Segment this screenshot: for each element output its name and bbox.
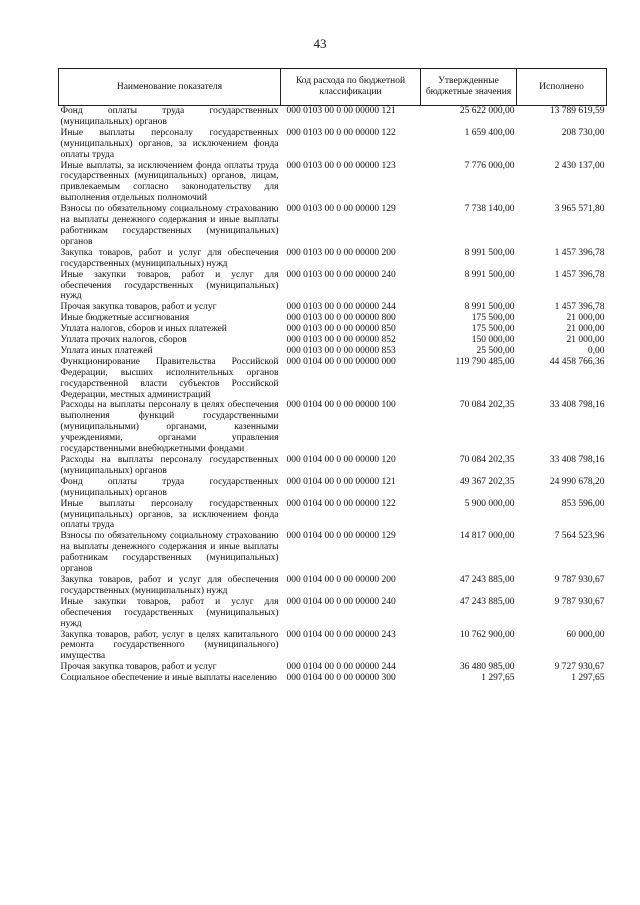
row-expense-code: 000 0103 00 0 00 00000 240 [286,269,396,280]
row-executed-value: 21 000,00 [566,313,605,324]
table-row [59,662,607,673]
row-expense-code: 000 0104 00 0 00 00000 240 [286,596,396,607]
row-name: Закупка товаров, работ и услуг для обеспечения государственных (муниципальных) нужд [60,574,279,596]
row-approved-value: 119 790 485,00 [455,356,515,367]
table-row [59,346,607,357]
row-name: Расходы на выплаты персоналу в целях обеспечения выполнения функций государственными (муниципальными) органами, казенными учреждениями, органами управления государственными внебюджетными фондами [60,400,279,455]
row-name: Закупка товаров, работ, услуг в целях капитального ремонта государственного (муниципального) имущества [60,629,279,662]
row-name: Взносы по обязательному социальному страхованию на выплаты денежного содержания и иные выплаты работникам государственных (муниципальных) органов [60,204,279,247]
row-name: Уплата прочих налогов, сборов [60,335,187,346]
row-name: Уплата иных платежей [60,345,153,356]
table-row [59,128,607,161]
header-approved-values: Утвержденные бюджетные значения [421,69,517,106]
row-expense-code: 000 0104 00 0 00 00000 300 [286,673,396,684]
row-expense-code: 000 0103 00 0 00 00000 850 [286,324,396,335]
row-executed-value: 1 457 396,78 [554,269,605,280]
table-row [59,455,607,477]
table-row [59,575,607,597]
row-executed-value: 2 430 137,00 [554,160,605,171]
row-approved-value: 175 500,00 [471,313,515,324]
row-executed-value: 33 408 798,16 [549,455,605,465]
row-expense-code: 000 0103 00 0 00 00000 200 [286,247,396,258]
row-name: Расходы на выплаты персоналу государственных (муниципальных) органов [60,455,279,476]
row-expense-code: 000 0104 00 0 00 00000 121 [286,476,396,487]
row-expense-code: 000 0103 00 0 00 00000 121 [286,106,396,116]
row-executed-value: 0,00 [587,345,605,356]
row-approved-value: 7 738 140,00 [464,204,515,215]
row-expense-code: 000 0103 00 0 00 00000 129 [286,204,396,215]
row-executed-value: 1 297,65 [571,673,605,684]
row-approved-value: 47 243 885,00 [459,596,515,607]
row-approved-value: 8 991 500,00 [464,269,515,280]
row-executed-value: 24 990 678,20 [549,476,605,487]
row-approved-value: 14 817 000,00 [459,531,515,542]
row-executed-value: 1 457 396,78 [554,302,605,313]
row-expense-code: 000 0103 00 0 00 00000 122 [286,127,396,138]
table-row [59,106,607,128]
header-indicator-name: Наименование показателя [59,69,281,106]
table-row [59,204,607,248]
table-row [59,531,607,575]
row-name: Фонд оплаты труда государственных (муниципальных) органов [60,106,279,127]
row-name: Иные выплаты, за исключением фонда оплаты труда государственных (муниципальных) органов, лицам, привлекаемым согласно законодательству для выполнения отдельных полномочий [60,160,279,204]
table-row [59,270,607,303]
row-executed-value: 1 457 396,78 [554,247,605,258]
row-name: Иные закупки товаров, работ и услуг для обеспечения государственных (муниципальных) нужд [60,596,279,629]
row-expense-code: 000 0103 00 0 00 00000 853 [286,345,396,356]
table-row [59,499,607,532]
row-name: Иные выплаты персоналу государственных (муниципальных) органов, за исключением фонда оплаты труда [60,127,279,160]
header-expense-code: Код расхода по бюджетной классификации [281,69,421,106]
table-row [59,477,607,499]
row-approved-value: 8 991 500,00 [464,247,515,258]
row-approved-value: 25 622 000,00 [459,106,515,116]
table-row [59,400,607,455]
row-name: Уплата налогов, сборов и иных платежей [60,324,227,335]
row-name: Иные закупки товаров, работ и услуг для обеспечения государственных (муниципальных) нужд [60,269,279,302]
row-approved-value: 36 480 985,00 [459,662,515,673]
row-approved-value: 49 367 202,35 [459,476,515,487]
row-approved-value: 25 500,00 [476,345,515,356]
table-row [59,335,607,346]
page-number: 43 [313,36,327,51]
row-expense-code: 000 0104 00 0 00 00000 120 [286,455,396,465]
table-header [59,69,607,106]
row-executed-value: 7 564 523,96 [554,531,605,542]
row-expense-code: 000 0103 00 0 00 00000 852 [286,335,396,346]
row-expense-code: 000 0104 00 0 00 00000 122 [286,498,396,509]
header-executed: Исполнено [517,69,607,106]
table-row [59,248,607,270]
table-row [59,302,607,313]
row-name: Иные бюджетные ассигнования [60,313,190,324]
row-executed-value: 21 000,00 [566,335,605,346]
row-approved-value: 5 900 000,00 [464,498,515,509]
row-approved-value: 7 776 000,00 [464,160,515,171]
table-row [59,630,607,663]
row-approved-value: 150 000,00 [471,335,515,346]
row-expense-code: 000 0103 00 0 00 00000 123 [286,160,396,171]
row-expense-code: 000 0104 00 0 00 00000 100 [286,400,396,411]
row-approved-value: 8 991 500,00 [464,302,515,313]
row-expense-code: 000 0104 00 0 00 00000 243 [286,629,396,640]
row-approved-value: 70 084 202,35 [459,400,515,411]
row-expense-code: 000 0104 00 0 00 00000 129 [286,531,396,542]
row-executed-value: 13 789 619,59 [549,106,605,116]
row-name: Прочая закупка товаров, работ и услуг [60,662,217,673]
row-approved-value: 1 297,65 [481,673,515,684]
row-executed-value: 33 408 798,16 [549,400,605,411]
row-name: Закупка товаров, работ и услуг для обеспечения государственных (муниципальных) нужд [60,247,279,269]
row-executed-value: 60 000,00 [566,629,605,640]
row-executed-value: 3 965 571,80 [554,204,605,215]
row-expense-code: 000 0103 00 0 00 00000 800 [286,313,396,324]
row-executed-value: 9 727 930,67 [554,662,605,673]
row-expense-code: 000 0104 00 0 00 00000 244 [286,662,396,673]
row-executed-value: 9 787 930,67 [554,574,605,585]
row-approved-value: 47 243 885,00 [459,574,515,585]
row-executed-value: 44 458 766,36 [549,356,605,367]
row-executed-value: 853 596,00 [561,498,605,509]
table-row [59,324,607,335]
row-executed-value: 9 787 930,67 [554,596,605,607]
row-expense-code: 000 0104 00 0 00 00000 000 [286,356,396,367]
table-row [59,313,607,324]
row-expense-code: 000 0104 00 0 00 00000 200 [286,574,396,585]
row-name: Функционирование Правительства Российской Федерации, высших исполнительных органов государственной власти субъектов Российской Федерации, местных администраций [60,356,279,400]
row-name: Прочая закупка товаров, работ и услуг [60,302,217,313]
row-executed-value: 208 730,00 [561,127,605,138]
row-name: Социальное обеспечение и иные выплаты населению [60,673,277,684]
table-row [59,357,607,401]
row-approved-value: 175 500,00 [471,324,515,335]
table-row [59,161,607,205]
row-approved-value: 1 659 400,00 [464,127,515,138]
table-row [59,673,607,684]
row-name: Взносы по обязательному социальному страхованию на выплаты денежного содержания и иные выплаты работникам государственных (муниципальных) органов [60,531,279,575]
table-row [59,597,607,630]
row-approved-value: 10 762 900,00 [459,629,515,640]
table-body [59,106,607,685]
budget-table [58,68,607,684]
row-name: Фонд оплаты труда государственных (муниципальных) органов [60,476,279,498]
row-expense-code: 000 0103 00 0 00 00000 244 [286,302,396,313]
row-approved-value: 70 084 202,35 [459,455,515,465]
row-executed-value: 21 000,00 [566,324,605,335]
row-name: Иные выплаты персоналу государственных (муниципальных) органов, за исключением фонда оплаты труда [60,498,279,531]
